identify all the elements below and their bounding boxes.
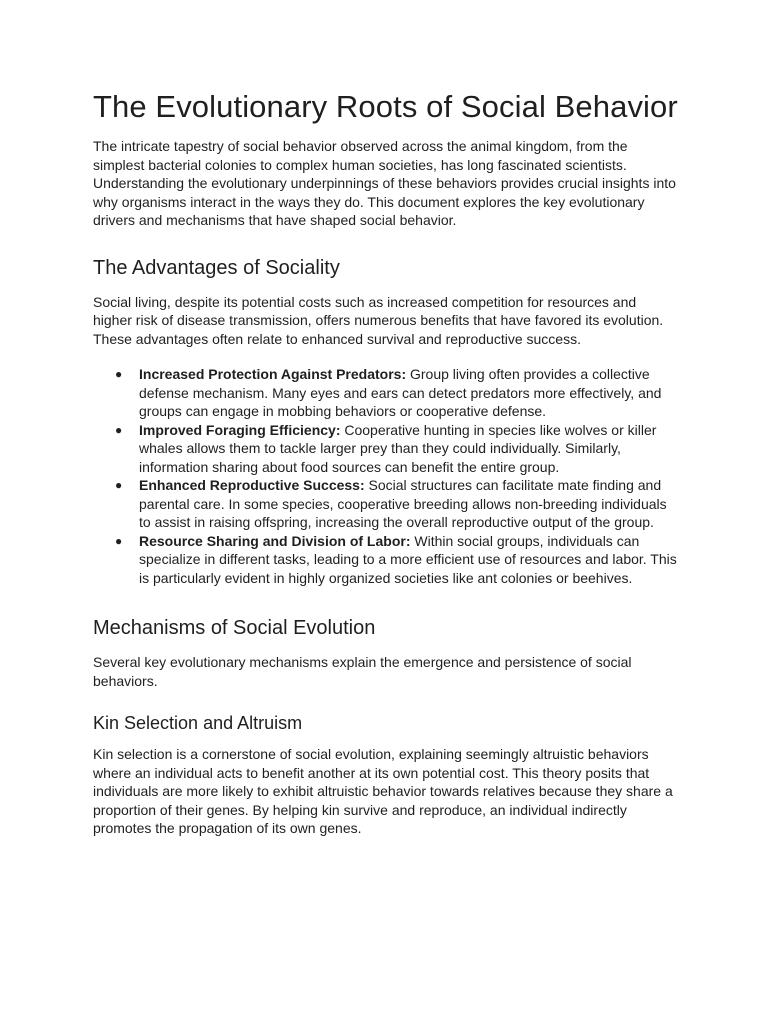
list-item: [115, 476, 678, 532]
section-advantages: [93, 255, 678, 588]
list-item-term: Enhanced Reproductive Success:: [139, 477, 365, 493]
advantages-list: [93, 365, 678, 587]
subsection-heading-kin-selection: Kin Selection and Altruism: [93, 713, 303, 733]
bullet-icon: ●: [115, 422, 123, 437]
advantages-paragraph: Social living, despite its potential costs such as increased competition for resources and higher risk of disease transmission, offers numerous benefits that have favored its evolution. These advantages often relate to enhanced survival and reproductive success.: [93, 293, 664, 347]
list-item-term: Improved Foraging Efficiency:: [139, 421, 341, 438]
list-item-text: Group living often provides a collective defense mechanism. Many eyes and ears can detect predators more effectively, and groups can engage in mobbing behaviors or cooperative defense.: [139, 366, 662, 419]
list-item-text: Within social groups, individuals can specialize in different tasks, leading to a more efficient use of resources and labor. This is particularly evident in highly organized societies like ant colonies or beehives.: [139, 532, 677, 586]
page-title: The Evolutionary Roots of Social Behavior: [93, 89, 678, 124]
list-item-term: Increased Protection Against Predators:: [139, 366, 407, 382]
section-heading-advantages: The Advantages of Sociality: [93, 256, 340, 279]
section-mechanisms: [93, 615, 678, 690]
intro-paragraph: The intricate tapestry of social behavior observed across the animal kingdom, from the simplest bacterial colonies to complex human societies, has long fascinated scientists. Understanding the evolutionary underpinnings of these behaviors provides crucial insights into why organisms interact in the ways they do. This document explores the key evolutionary drivers and mechanisms that have shaped social behavior.: [93, 138, 676, 228]
bullet-icon: ●: [115, 478, 123, 492]
bullet-icon: ●: [115, 533, 123, 548]
list-item-text: Cooperative hunting in species like wolves or killer whales allows them to tackle larger prey than they could individually. Similarly, information sharing about food sources can benefit the entire group.: [139, 421, 657, 475]
bullet-icon: ●: [115, 367, 123, 381]
list-item: [115, 421, 678, 477]
list-item: [115, 532, 678, 588]
kin-selection-paragraph: Kin selection is a cornerstone of social evolution, explaining seemingly altruistic behaviors where an individual acts to benefit another at its own potential cost. This theory posits that individuals are more likely to exhibit altruistic behavior towards relatives because they share a proportion of their genes. By helping kin survive and reproduce, an individual indirectly promotes the propagation of its own genes.: [93, 746, 673, 836]
mechanisms-paragraph: Several key evolutionary mechanisms explain the emergence and persistence of social behaviors.: [93, 654, 632, 689]
list-item: [115, 365, 678, 421]
section-kin-selection: [93, 711, 678, 838]
list-item-text: Social structures can facilitate mate finding and parental care. In some species, cooperative breeding allows non-breeding individuals to assist in raising offspring, increasing the overall reproductive output of the group.: [139, 477, 667, 530]
list-item-term: Resource Sharing and Division of Labor:: [139, 532, 411, 549]
section-heading-mechanisms: Mechanisms of Social Evolution: [93, 617, 376, 639]
